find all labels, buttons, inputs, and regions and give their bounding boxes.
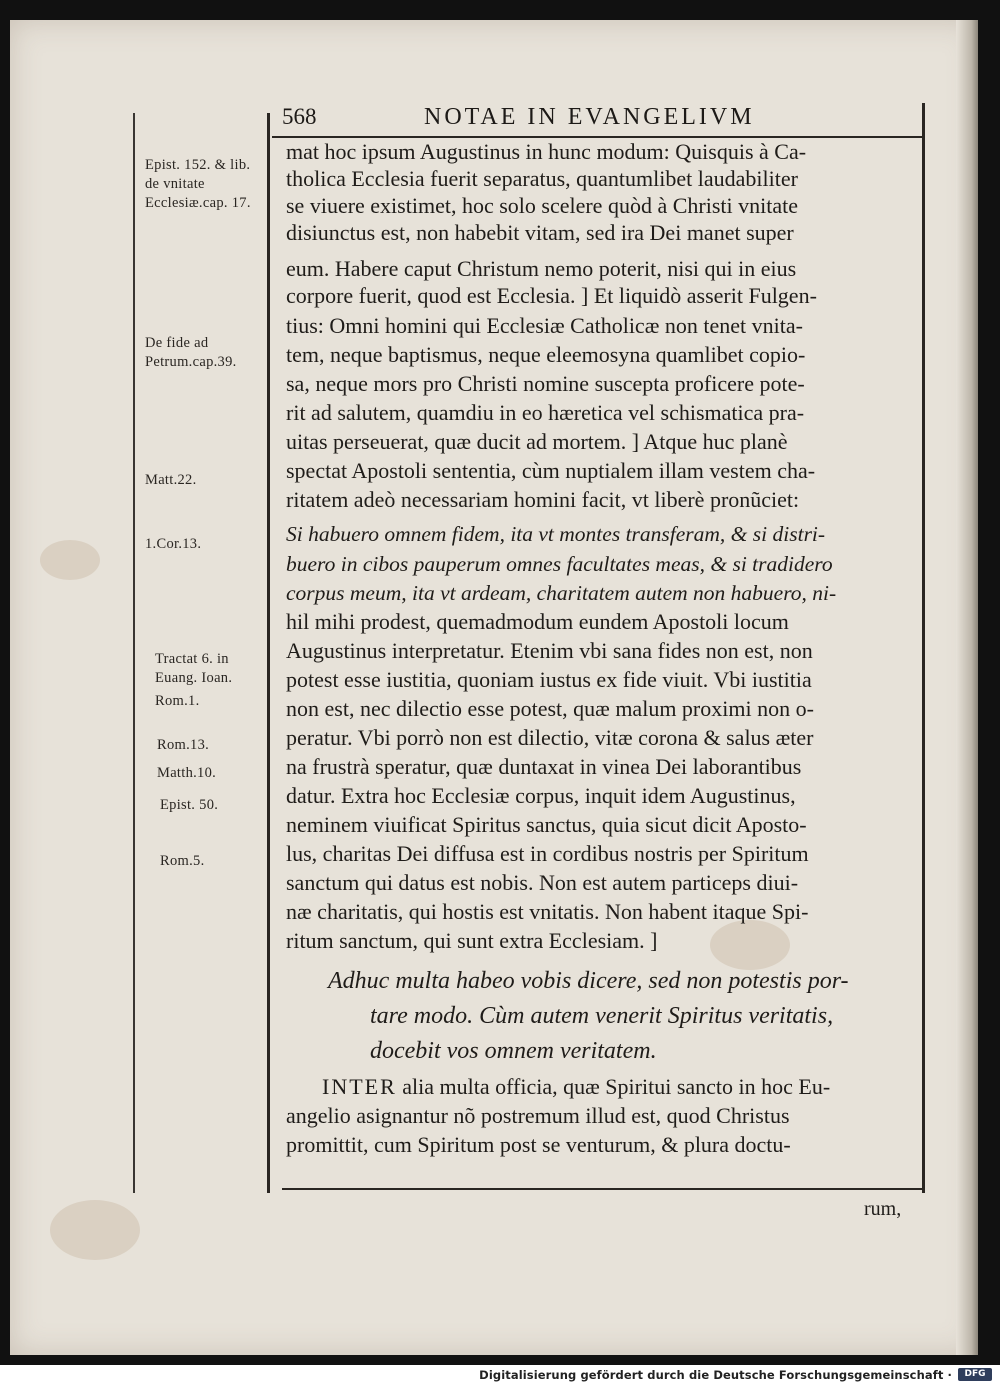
margin-note-rom-1: Rom.1. [155, 693, 200, 709]
text-line-italic: Si habuero omnem fidem, ita vt montes transferam, & si distri- [286, 522, 826, 546]
text-line: hil mihi prodest, quemadmodum eundem Apostoli locum [286, 609, 789, 634]
text-line: ritatem adeò necessariam homini facit, vt liberè pronũciet: [286, 487, 800, 512]
paper-stain [40, 540, 100, 580]
margin-note-matth-10: Matth.10. [157, 765, 217, 781]
text-line: spectat Apostoli sententia, cùm nuptialem illam vestem cha- [286, 458, 816, 483]
margin-rule [133, 113, 135, 1193]
text-line: potest esse iustitia, quoniam iustus ex fide viuit. Vbi iustitia [286, 667, 812, 692]
margin-note-rom-5: Rom.5. [160, 853, 205, 869]
text-line: rit ad salutem, quamdiu in eo hæretica vel schismatica pra- [286, 400, 805, 425]
text-line: tius: Omni homini qui Ecclesiæ Catholicæ non tenet vnita- [286, 313, 803, 338]
text-line: sa, neque mors pro Christi nomine suscepta proficere pote- [286, 371, 805, 396]
page-number: 568 [282, 104, 317, 129]
funding-notice: Digitalisierung gefördert durch die Deutsche Forschungsgemeinschaft · [479, 1368, 952, 1382]
text-line: datur. Extra hoc Ecclesiæ corpus, inquit idem Augustinus, [286, 783, 796, 808]
margin-note-epist-152: Epist. 152. & lib. de vnitate Ecclesiæ.cap. 17. [145, 157, 251, 211]
verse-line: tare modo. Cùm autem venerit Spiritus veritatis, [370, 1003, 834, 1029]
verse-line: Adhuc multa habeo vobis dicere, sed non potestis por- [328, 968, 849, 994]
catchword: rum, [864, 1198, 902, 1220]
text-line: tem, neque baptismus, neque eleemosyna quamlibet copio- [286, 342, 806, 367]
margin-note-1-cor-13: 1.Cor.13. [145, 536, 202, 552]
text-line: corpore fuerit, quod est Ecclesia. ] Et liquidò asserit Fulgen- [286, 283, 817, 308]
footer-bar [0, 1365, 1000, 1385]
text-line: uitas perseuerat, quæ ducit ad mortem. ] Atque huc planè [286, 429, 788, 454]
column-rule-right [922, 103, 925, 1193]
text-line: neminem viuificat Spiritus sanctus, quia sicut dicit Aposto- [286, 812, 807, 837]
text-line: disiunctus est, non habebit vitam, sed ira Dei manet super [286, 220, 794, 245]
text-line-italic: corpus meum, ita vt ardeam, charitatem autem non habuero, ni- [286, 581, 837, 605]
margin-note-rom-13: Rom.13. [157, 737, 210, 753]
text-line [322, 1074, 830, 1100]
text-line: promittit, cum Spiritum post se venturum, & plura doctu- [286, 1132, 791, 1157]
text-line: angelio asignantur nõ postremum illud est, quod Christus [286, 1103, 790, 1128]
text-line: sanctum qui datus est nobis. Non est autem particeps diui- [286, 870, 799, 895]
text-line: lus, charitas Dei diffusa est in cordibus nostris per Spiritum [286, 841, 809, 866]
text-line: tholica Ecclesia fuerit separatus, quantumlibet laudabiliter [286, 166, 798, 191]
text-line: eum. Habere caput Christum nemo poterit, nisi qui in eius [286, 256, 797, 281]
margin-note-epist-50: Epist. 50. [160, 797, 219, 813]
text-line: næ charitatis, qui hostis est vnitatis. Non habent itaque Spi- [286, 899, 809, 924]
running-title: NOTAE IN EVANGELIVM [424, 104, 755, 130]
bottom-rule [282, 1188, 925, 1190]
text-line: non est, nec dilectio esse potest, quæ malum proximi non o- [286, 696, 814, 721]
text-line: ritum sanctum, qui sunt extra Ecclesiam. ] [286, 928, 658, 953]
margin-note-tractat-6: Tractat 6. in Euang. Ioan. [155, 651, 233, 686]
text-line: se viuere existimet, hoc solo scelere quòd à Christi vnitate [286, 193, 798, 218]
text-line-italic: buero in cibos pauperum omnes facultates meas, & si tradidero [286, 552, 833, 576]
verse-line: docebit vos omnem veritatem. [370, 1038, 657, 1064]
small-caps-lead: INTER [322, 1074, 397, 1099]
running-header [282, 104, 922, 140]
text-line: Augustinus interpretatur. Etenim vbi sana fides non est, non [286, 638, 813, 663]
text-line-rest: alia multa officia, quæ Spiritui sancto in hoc Eu- [396, 1074, 831, 1099]
paper-stain [50, 1200, 140, 1260]
page-edge-shadow [956, 20, 978, 1355]
margin-note-matt-22: Matt.22. [145, 472, 197, 488]
text-line: mat hoc ipsum Augustinus in hunc modum: Quisquis à Ca- [286, 139, 807, 164]
text-line: peratur. Vbi porrò non est dilectio, vitæ corona & salus æter [286, 725, 814, 750]
margin-note-de-fide: De fide ad Petrum.cap.39. [145, 335, 237, 370]
paper-stain [710, 920, 790, 970]
dfg-logo[interactable]: DFG [958, 1368, 992, 1381]
text-line: na frustrà speratur, quæ duntaxat in vinea Dei laborantibus [286, 754, 802, 779]
